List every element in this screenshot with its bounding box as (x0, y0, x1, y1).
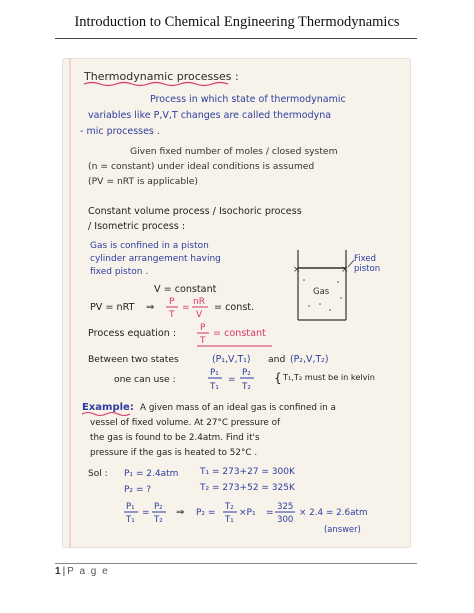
pv-frac-T: T (169, 310, 175, 320)
state-2: (P₂,V,T₂) (290, 354, 329, 365)
svg-text:×: × (341, 265, 349, 275)
sol-t2: T₂ = 273+52 = 325K (200, 483, 295, 493)
pv-lhs: PV = nRT (90, 302, 135, 313)
page-number: 1 (55, 566, 61, 577)
footer-separator: | (62, 566, 66, 577)
notes-svg (62, 58, 411, 548)
implies-arrow-1: ⇒ (146, 302, 155, 313)
pv-frac-nR: nR (193, 297, 205, 307)
gas-desc-line-1: Gas is confined in a piston (90, 241, 209, 251)
gas-label: Gas (313, 287, 330, 297)
page-footer (55, 566, 109, 577)
sol-f-P2: P₂ (154, 502, 163, 512)
between-states: Between two states (88, 354, 179, 365)
notes-heading: Thermodynamic processes : (84, 70, 239, 83)
gas-desc-line-2: cylinder arrangement having (90, 254, 221, 264)
ratio-P1: P₁ (210, 368, 219, 378)
sol-p1: P₁ = 2.4atm (124, 469, 179, 479)
sol-t1: T₁ = 273+27 = 300K (200, 467, 295, 477)
footer-divider (55, 563, 417, 564)
sol-tail: × 2.4 = 2.6atm (299, 508, 368, 518)
sol-xP1: ×P₁ (239, 508, 256, 518)
pv-frac-V: V (196, 310, 203, 320)
volume-constant: V = constant (154, 284, 217, 295)
cv-title-line-2: / Isometric process : (88, 221, 186, 232)
example-line-2: vessel of fixed volume. At 27°C pressure of (90, 418, 281, 428)
process-equation-label: Process equation : (88, 328, 177, 339)
intro-line-2: variables like P,V,T changes are called thermodyna (88, 110, 332, 121)
pv-eq: = (182, 303, 190, 313)
sol-300: 300 (277, 515, 294, 525)
given-line-3: (PV = nRT is applicable) (88, 176, 198, 187)
example-label: Example: (82, 402, 134, 413)
example-line-4: pressure if the gas is heated to 52°C . (90, 448, 258, 458)
given-line-1: Given fixed number of moles / closed system (130, 146, 338, 157)
sol-f-P1: P₁ (126, 502, 135, 512)
ratio-eq: = (228, 375, 236, 385)
header-divider (55, 38, 417, 39)
example-line-1: A given mass of an ideal gas is confined in a (140, 403, 336, 413)
sol-p2b: P₂ = (196, 508, 216, 518)
sol-f-T2: T₂ (154, 515, 163, 525)
sol-f-T1: T₁ (126, 515, 135, 525)
intro-line-1: Process in which state of thermodynamic (150, 94, 346, 105)
pe-frac-T: T (200, 336, 206, 346)
sol-T1-frac: T₁ (225, 515, 234, 525)
fixed-piston-label-2: piston (354, 264, 381, 274)
sol-325: 325 (277, 502, 294, 512)
gas-desc-line-3: fixed piston . (90, 267, 149, 277)
implies-arrow-2: ⇒ (176, 507, 185, 518)
state-1: (P₁,V,T₁) (212, 354, 251, 365)
sol-label: Sol : (88, 469, 108, 479)
sol-answer: (answer) (324, 524, 361, 534)
svg-text:×: × (293, 265, 301, 275)
given-line-2: (n = constant) under ideal conditions is assumed (88, 161, 315, 172)
pe-rhs: = constant (213, 328, 266, 339)
sol-T2-frac: T₂ (225, 502, 234, 512)
ratio-T1: T₁ (210, 382, 219, 392)
intro-line-3: - mic processes . (80, 126, 160, 137)
svg-text:{: { (274, 371, 282, 385)
sol-eq2: = (266, 508, 274, 518)
and-word: and (268, 354, 286, 365)
pv-const: = const. (214, 302, 255, 313)
one-can-use: one can use : (114, 374, 176, 385)
piston-cylinder-diagram (293, 250, 380, 320)
page-header-title: Introduction to Chemical Engineering Thermodynamics (74, 14, 400, 30)
page-label: P a g e (67, 566, 110, 577)
pv-frac-P: P (169, 297, 175, 307)
fixed-piston-label-1: Fixed (354, 254, 377, 264)
ratio-T2: T₂ (242, 382, 251, 392)
sol-f-eq: = (142, 508, 150, 518)
handwritten-notes-photo (62, 58, 411, 548)
pe-frac-P: P (200, 323, 206, 333)
cv-title-line-1: Constant volume process / Isochoric process (88, 206, 302, 217)
kelvin-note: T₁,T₂ must be in kelvin (283, 372, 375, 382)
ratio-P2: P₂ (242, 368, 251, 378)
sol-p2: P₂ = ? (124, 485, 152, 495)
example-line-3: the gas is found to be 2.4atm. Find it's (90, 433, 260, 443)
